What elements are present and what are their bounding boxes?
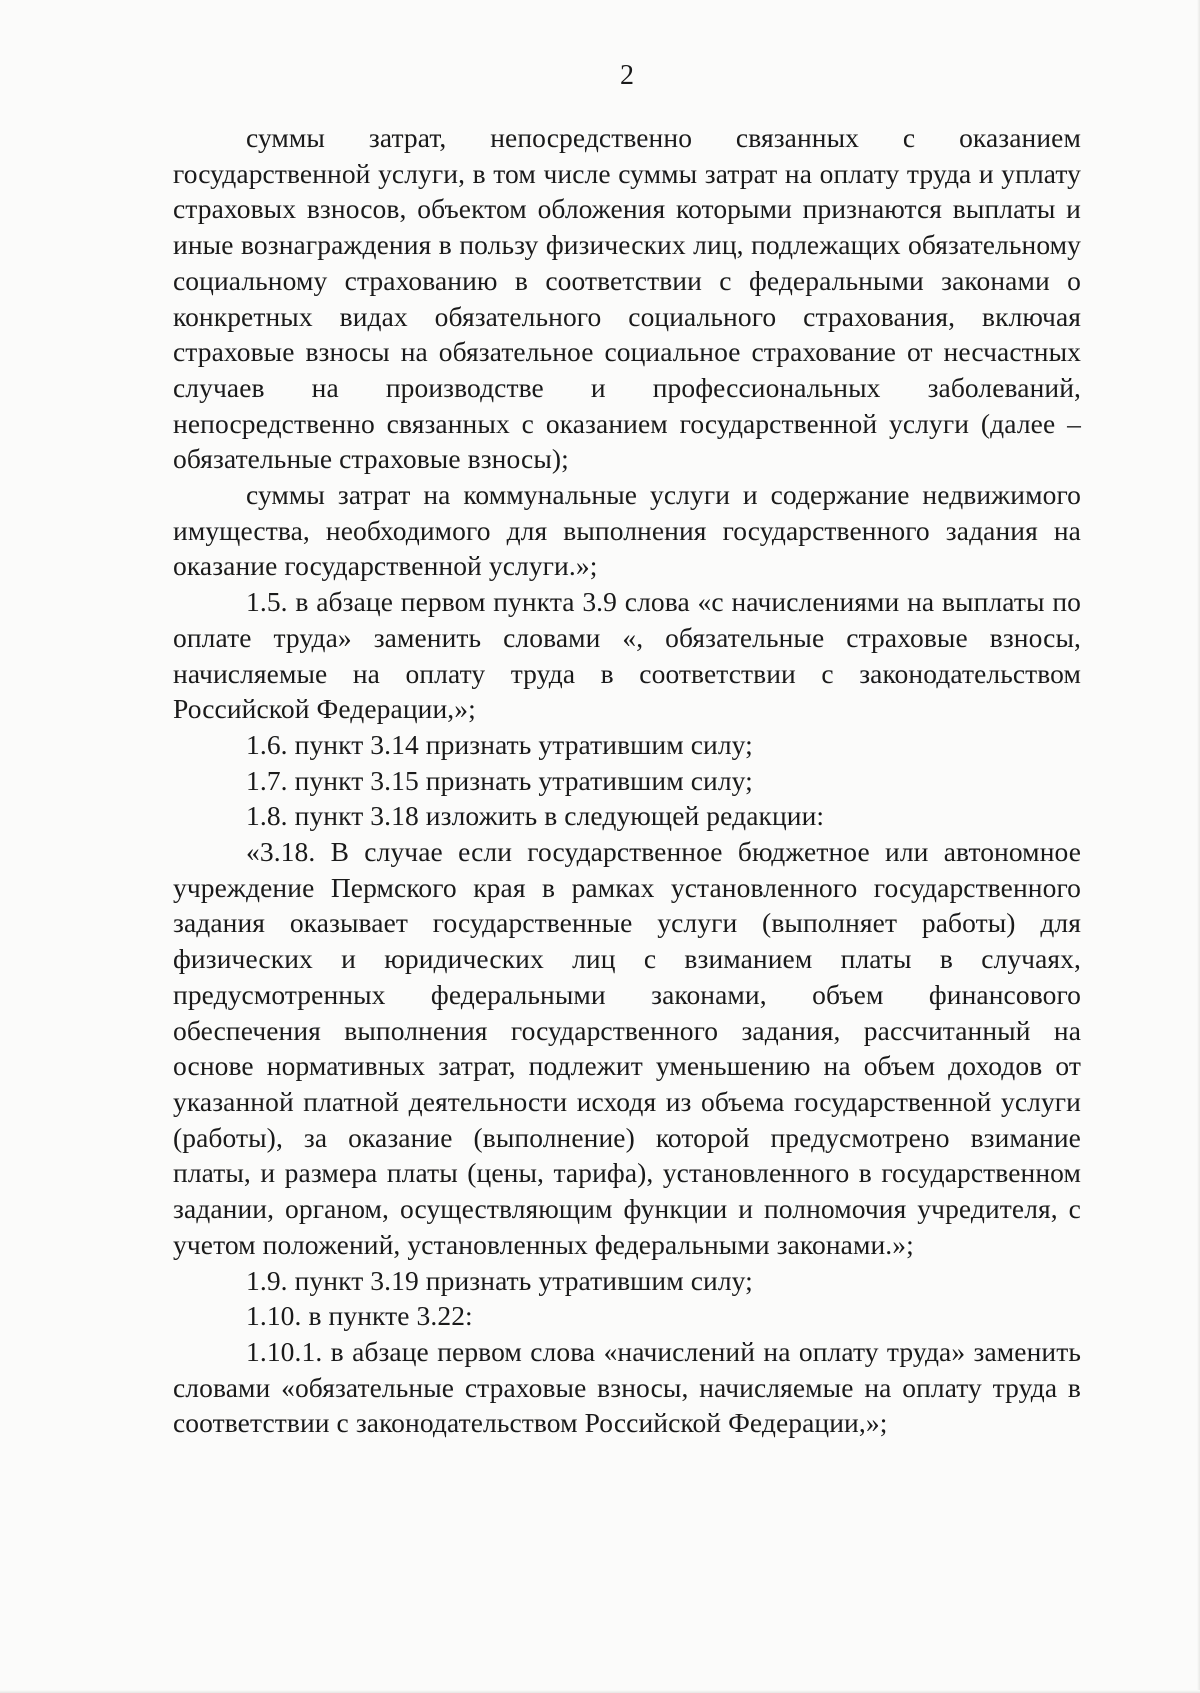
paragraph-item-1-7: 1.7. пункт 3.15 признать утратившим силу; <box>246 764 753 796</box>
page-number: 2 <box>620 60 634 91</box>
paragraph-costs-utilities: суммы затрат на коммунальные услуги и содержание недвижимого имущества, необходимого для выполнения государственного задания на оказание государственной услуги.»; <box>173 479 1081 582</box>
paragraph-item-1-6: 1.6. пункт 3.14 признать утратившим силу; <box>246 728 753 760</box>
paragraph-item-1-10-1: 1.10.1. в абзаце первом слова «начислений на оплату труда» заменить словами «обязательные страховые взносы, начисляемые на оплату труда в соответствии с законодательством Российской Федерации,»; <box>173 1335 1081 1439</box>
paragraph-item-1-8: 1.8. пункт 3.18 изложить в следующей редакции: <box>246 800 825 832</box>
paragraph-item-1-5: 1.5. в абзаце первом пункта 3.9 слова «с начислениями на выплаты по оплате труда» заменить словами «, обязательные страховые взносы, начисляемые на оплату труда в соответствии с законодательством Российской Федерации,»; <box>173 586 1081 725</box>
paragraph-item-1-9: 1.9. пункт 3.19 признать утратившим силу; <box>246 1264 753 1296</box>
paragraph-item-1-10: 1.10. в пункте 3.22: <box>246 1300 473 1332</box>
document-body <box>173 120 1081 1441</box>
paragraph-clause-3-18: «3.18. В случае если государственное бюджетное или автономное учреждение Пермского края в рамках установленного государственного задания оказывает государственные услуги (выполняет работы) для физических и юридических лиц с взиманием платы в случаях, предусмотренных федеральными законами, объем финансового обеспечения выполнения государственного задания, рассчитанный на основе нормативных затрат, подлежит уменьшению на объем доходов от указанной платной деятельности исходя из объема государственной услуги (работы), за оказание (выполнение) которой предусмотрено взимание платы, и размера платы (цены, тарифа), установленного в государственном задании, органом, осуществляющим функции и полномочия учредителя, с учетом положений, установленных федеральными законами.»; <box>173 836 1081 1260</box>
paragraph-costs-services: суммы затрат, непосредственно связанных с оказанием государственной услуги, в том числе суммы затрат на оплату труда и уплату страховых взносов, объектом обложения которыми признаются выплаты и иные вознаграждения в пользу физических лиц, подлежащих обязательному социальному страхованию в соответствии с федеральными законами о конкретных видах обязательного социального страхования, включая страховые взносы на обязательное социальное страхование от несчастных случаев на производстве и профессиональных заболеваний, непосредственно связанных с оказанием государственной услуги (далее – обязательные страховые взносы); <box>173 122 1081 475</box>
